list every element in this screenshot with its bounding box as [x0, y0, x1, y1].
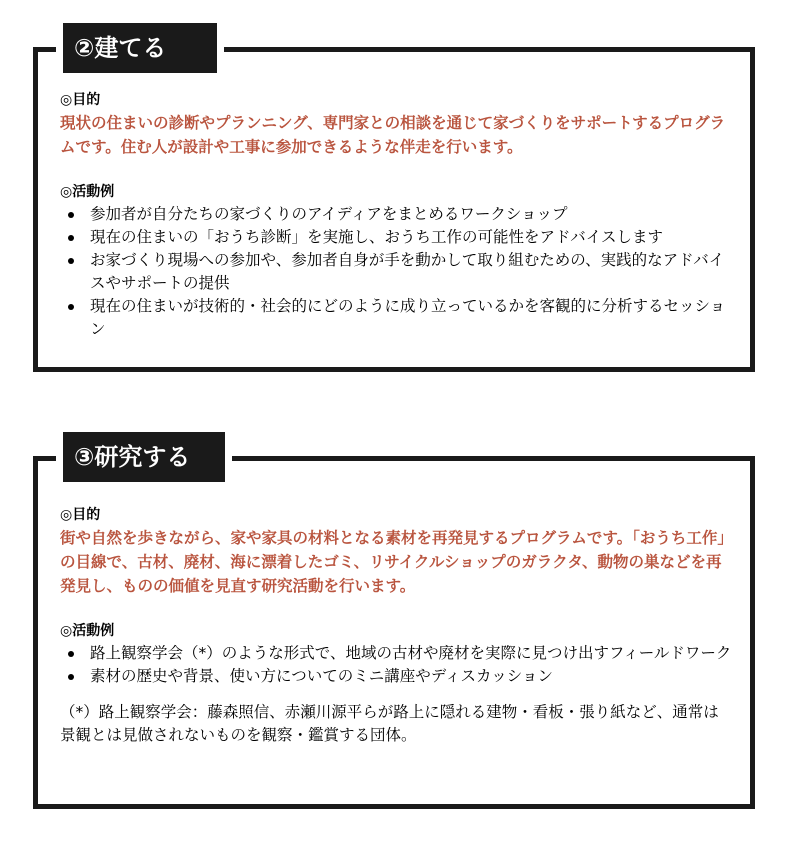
examples-list [60, 203, 732, 341]
examples-label: ◎活動例 [60, 184, 115, 200]
section-content [60, 504, 732, 747]
list-item: 素材の歴史や背景、使い方についてのミニ講座やディスカッション [90, 665, 732, 688]
purpose-label: ◎目的 [60, 507, 101, 523]
section-content [60, 89, 732, 341]
section-research [33, 443, 755, 809]
purpose-label: ◎目的 [60, 92, 101, 108]
list-item: 参加者が自分たちの家づくりのアイディアをまとめるワークショップ [90, 203, 732, 226]
list-item: 路上観察学会（*）のような形式で、地域の古材や廃材を実際に見つけ出すフィールドワーク [90, 642, 732, 665]
purpose-text: 街や自然を歩きながら、家や家具の材料となる素材を再発見するプログラムです。「おうち工作」の目線で、古材、廃材、海に漂着したゴミ、リサイクルショップのガラクタ、動物の巣などを再発見し、ものの価値を見直す研究活動を行います。 [60, 529, 726, 595]
examples-label: ◎活動例 [60, 623, 115, 639]
section-title: ②建てる [63, 23, 217, 73]
purpose-text: 現状の住まいの診断やプランニング、専門家との相談を通じて家づくりをサポートするプログラムです。住む人が設計や工事に参加できるような伴走を行います。 [60, 114, 726, 156]
examples-list [60, 642, 732, 688]
list-item: 現在の住まいの「おうち診断」を実施し、おうち工作の可能性をアドバイスします [90, 226, 732, 249]
list-item: お家づくり現場への参加や、参加者自身が手を動かして取り組むための、実践的なアドバイスやサポートの提供 [90, 249, 732, 295]
footnote: （*）路上観察学会：藤森照信、赤瀬川源平らが路上に隠れる建物・看板・張り紙など、通常は景観とは見做されないものを観察・鑑賞する団体。 [60, 703, 719, 744]
list-item: 現在の住まいが技術的・社会的にどのように成り立っているかを客観的に分析するセッション [90, 295, 732, 341]
section-build [33, 34, 755, 372]
section-title: ③研究する [63, 432, 225, 482]
